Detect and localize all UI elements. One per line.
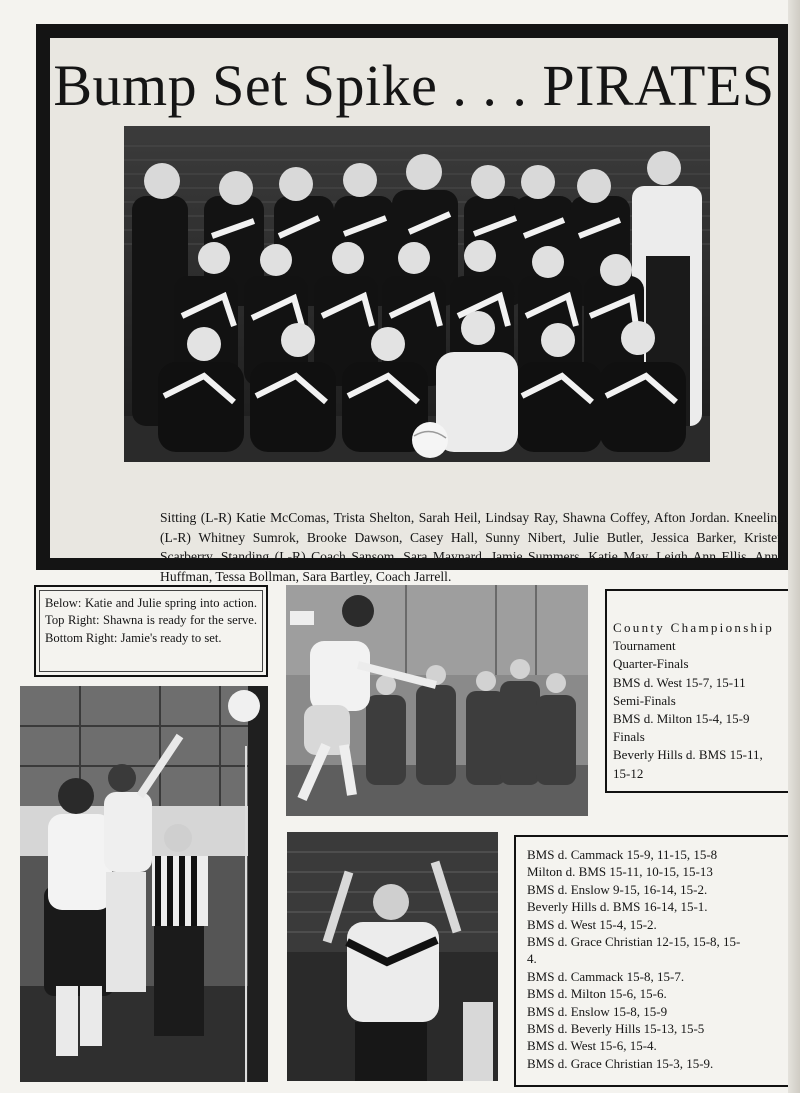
action-photo-shawna-image (286, 585, 588, 816)
action-photo-shawna (286, 585, 588, 816)
action-photo-katie-julie-image (20, 686, 268, 1082)
season-result: BMS d. Beverly Hills 15-13, 15-5 (527, 1021, 705, 1037)
season-result: BMS d. Grace Christian 15-3, 15-9. (527, 1055, 714, 1071)
county-result: BMS d. West 15-7, 15-11 (613, 674, 746, 690)
season-result: BMS d. Grace Christian 12-15, 15-8, 15- (527, 934, 741, 950)
season-result: Milton d. BMS 15-11, 10-15, 15-13 (527, 864, 713, 880)
season-result: BMS d. West 15-6, 15-4. (527, 1038, 657, 1054)
county-results (613, 619, 774, 783)
season-result: BMS d. West 15-4, 15-2. (527, 916, 657, 932)
season-result: BMS d. Cammack 15-8, 15-7. (527, 968, 685, 984)
county-round-finals: Finals (613, 729, 645, 745)
county-title-line-2: Tournament (613, 638, 676, 654)
season-result: BMS d. Milton 15-6, 15-6. (527, 986, 667, 1002)
county-championship-box (605, 589, 800, 793)
action-photo-katie-julie (20, 686, 268, 1082)
county-round-quarterfinals: Quarter-Finals (613, 656, 689, 672)
season-result: Beverly Hills d. BMS 16-14, 15-1. (527, 899, 708, 915)
page-title: Bump Set Spike . . . PIRATES (53, 53, 775, 118)
county-result: Beverly Hills d. BMS 15-11, (613, 747, 763, 763)
photo-caption: Below: Katie and Julie spring into action. Top Right: Shawna is ready for the serve. Bottom Right: Jamie's ready to set. (45, 596, 257, 645)
team-photo (124, 126, 710, 462)
season-results-box (514, 835, 800, 1087)
season-result: BMS d. Enslow 9-15, 16-14, 15-2. (527, 881, 708, 897)
photo-caption-box (34, 585, 268, 677)
season-result: 4. (527, 951, 537, 967)
season-result: BMS d. Cammack 15-9, 11-15, 15-8 (527, 847, 718, 862)
action-photo-jamie (287, 832, 498, 1081)
county-round-semifinals: Semi-Finals (613, 692, 676, 708)
season-results (527, 846, 797, 1072)
team-photo-caption: Sitting (L-R) Katie McComas, Trista Shelton, Sarah Heil, Lindsay Ray, Shawna Coffey, Afton Jordan. Kneeling (L-R) Whitney Sumrok, Brooke Dawson, Casey Hall, Sunny Nibert, Julie Butler, Jessica Barker, Kristen Scarberry. Standing (L-R) Coach Sansom, Sara Maynard, Jamie Summers, Katie May, Leigh Ann Ellis, Anna Huffman, Tessa Bollman, Sara Bartley, Coach Jarrell. (160, 510, 784, 584)
action-photo-jamie-image (287, 832, 498, 1081)
team-photo-image (124, 126, 710, 462)
county-result: BMS d. Milton 15-4, 15-9 (613, 711, 750, 727)
page-edge (788, 0, 800, 1093)
county-result-continued: 15-12 (613, 765, 644, 781)
season-result: BMS d. Enslow 15-8, 15-9 (527, 1003, 668, 1019)
county-title-line-1: County Championship (613, 620, 775, 635)
